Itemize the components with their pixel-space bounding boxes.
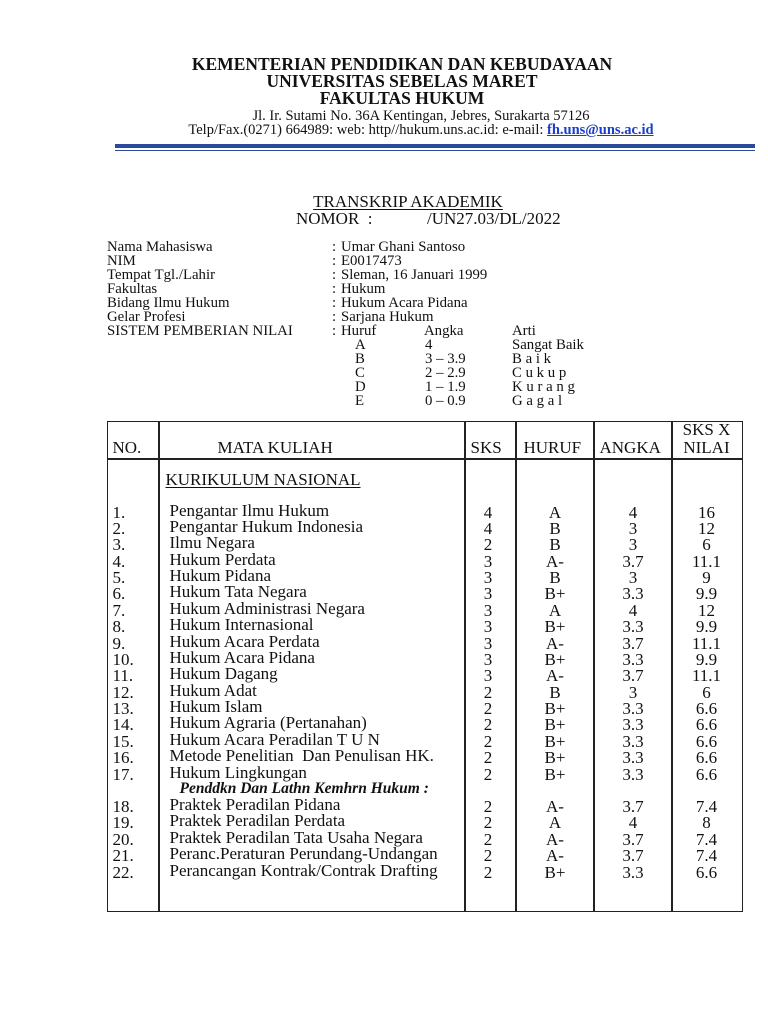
grading-letter: A [355,337,366,353]
course-credits: 2 [483,682,493,702]
course-weighted-score: 6 [702,535,711,555]
course-credits: 2 [483,731,493,751]
student-name-label: Nama Mahasiswa [107,239,213,255]
course-credits: 3 [483,600,493,620]
course-name: Hukum Agraria (Pertanahan) [169,713,367,733]
info-row-faculty [107,282,627,296]
birth-value: Sleman, 16 Januari 1999 [341,267,488,283]
course-credits: 2 [483,813,493,832]
course-letter-grade: B+ [544,649,566,669]
grading-scale-row [107,366,627,380]
course-weighted-score: 6.6 [695,699,718,718]
letterhead-rule-thin [115,150,755,151]
course-credits: 3 [483,666,493,686]
header-credits: SKS [470,437,502,457]
course-name: Pengantar Hukum Indonesia [169,516,364,536]
grading-meaning-header: Arti [512,323,536,339]
address-line: Jl. Ir. Sutami No. 36A Kentingan, Jebres, Surakarta 57126 [252,108,590,124]
course-name: Hukum Internasional [169,615,314,635]
letterhead-rule-thick [115,144,755,148]
course-letter-grade: A- [546,829,564,849]
course-name: Hukum Acara Perdata [169,631,320,651]
document-title-text: TRANSKRIP AKADEMIK [313,192,503,211]
course-letter-grade: B [549,535,561,555]
course-letter-grade: B [549,568,561,587]
faculty-label: Fakultas [107,281,158,297]
course-weighted-score: 9.9 [695,617,718,637]
course-letter-grade: B+ [544,715,566,735]
document-title [54,193,768,211]
course-number: 16. [112,748,134,768]
course-number: 2. [112,518,126,538]
course-credits: 4 [483,518,493,538]
course-weighted-score: 6.6 [695,731,718,751]
info-row-nim [107,254,627,268]
course-grade-points: 3.3 [622,715,644,735]
header-letter-grade: HURUF [523,437,582,457]
header-divider [108,458,742,460]
course-letter-grade: B+ [544,862,566,882]
document-number-value: /UN27.03/DL/2022 [427,209,561,228]
course-grade-points: 4 [628,813,638,832]
course-number: 22. [112,862,134,882]
grading-meaning: B a i k [512,351,552,367]
header-no: NO. [112,437,142,457]
birth-label: Tempat Tgl./Lahir [107,267,215,283]
grading-meaning: K u r a n g [512,379,575,395]
course-weighted-score: 16 [698,502,715,522]
contact-text: Telp/Fax.(0271) 664989: web: http//hukum.uns.ac.id: e-mail: [188,122,548,138]
course-letter-grade: A [548,813,562,832]
course-credits: 2 [483,829,493,849]
email-link[interactable]: fh.uns@uns.ac.id [547,122,654,138]
student-name-value: Umar Ghani Santoso [341,239,466,255]
course-name: Ilmu Negara [169,533,255,553]
grading-letter-header: Huruf [341,323,377,339]
course-credits: 2 [483,846,493,865]
course-weighted-score: 9.9 [695,584,718,604]
header-grade-points: ANGKA [599,437,661,457]
contact-line [74,123,768,137]
course-number: 1. [112,502,126,522]
course-credits: 3 [483,551,493,571]
field-of-study-label: Bidang Ilmu Hukum [107,295,230,311]
field-separator: : [332,323,337,339]
course-name: Praktek Peradilan Pidana [169,794,341,814]
table-row [108,860,741,882]
course-weighted-score: 12 [698,600,715,620]
course-number: 7. [112,600,126,620]
course-name: Perancangan Kontrak/Contrak Drafting [169,860,438,880]
course-credits: 2 [483,715,493,735]
grading-range: 1 – 1.9 [425,379,466,395]
course-weighted-score: 9 [702,568,711,587]
course-credits: 2 [483,748,493,768]
field-separator: : [332,253,337,269]
course-name: Hukum Tata Negara [169,582,307,602]
course-number: 3. [112,535,126,555]
course-weighted-score: 7.4 [695,829,718,849]
course-credits: 3 [483,617,493,637]
field-separator: : [332,309,337,325]
course-grade-points: 3.7 [622,633,644,653]
grading-letter: E [355,393,365,409]
grading-system-label: SISTEM PEMBERIAN NILAI [107,323,293,339]
grading-letter: B [355,351,365,367]
section-heading: KURIKULUM NASIONAL [165,469,361,489]
course-credits: 2 [483,796,493,816]
course-credits: 2 [483,764,493,784]
course-grade-points: 3 [628,568,638,587]
course-letter-grade: A- [546,846,564,865]
course-weighted-score: 12 [698,518,715,538]
field-separator: : [332,295,337,311]
course-grade-points: 3.7 [622,829,644,849]
course-number: 9. [112,633,126,653]
course-number: 21. [112,846,134,865]
header-weighted-line1: SKS X [682,419,731,439]
course-letter-grade: B [549,682,561,702]
course-name: Metode Penelitian Dan Penulisan HK. [169,746,434,766]
university-name: UNIVERSITAS SEBELAS MARET [266,71,538,91]
course-weighted-score: 8 [702,813,711,832]
grading-range: 2 – 2.9 [425,365,466,381]
course-letter-grade: B+ [544,617,566,637]
header-weighted-line2: NILAI [683,437,730,457]
transcript-table [107,421,743,912]
course-letter-grade: A [548,502,562,522]
course-credits: 3 [483,584,493,604]
course-name: Praktek Peradilan Perdata [169,811,346,830]
course-number: 19. [112,813,134,832]
header-course: MATA KULIAH [217,437,333,457]
faculty-value: Hukum [341,281,386,297]
course-credits: 3 [483,633,493,653]
course-credits: 3 [483,649,493,669]
course-number: 14. [112,715,134,735]
course-letter-grade: A- [546,551,564,571]
course-letter-grade: B [549,518,561,538]
course-letter-grade: B+ [544,731,566,751]
info-row-student-name [107,240,627,254]
grading-range-header: Angka [424,323,464,339]
student-info [107,240,627,408]
course-grade-points: 3.3 [622,584,644,604]
course-credits: 2 [483,862,493,882]
course-credits: 2 [483,535,493,555]
course-grade-points: 3.7 [622,846,644,865]
course-name: Hukum Pidana [169,566,272,585]
course-number: 11. [112,666,134,686]
field-separator: : [332,239,337,255]
course-grade-points: 3.7 [622,796,644,816]
course-weighted-score: 7.4 [695,796,718,816]
course-grade-points: 3.3 [622,649,644,669]
course-number: 13. [112,699,134,718]
course-credits: 2 [483,699,493,718]
course-name: Hukum Dagang [169,664,278,684]
course-name: Praktek Peradilan Tata Usaha Negara [169,827,423,847]
course-number: 20. [112,829,134,849]
course-name: Hukum Perdata [169,549,276,569]
course-letter-grade: B+ [544,699,566,718]
grading-letter: C [355,365,365,381]
course-letter-grade: A- [546,796,564,816]
course-name: Hukum Lingkungan [169,762,307,782]
course-weighted-score: 7.4 [695,846,718,865]
nim-value: E0017473 [341,253,402,269]
course-weighted-score: 6.6 [695,715,718,735]
course-credits: 4 [483,502,493,522]
course-name: Hukum Islam [169,697,263,716]
course-grade-points: 3.3 [622,731,644,751]
course-grade-points: 3 [628,535,638,555]
course-grade-points: 4 [628,502,638,522]
course-name: Pengantar Ilmu Hukum [169,500,330,520]
course-number: 10. [112,649,134,669]
course-name: Hukum Acara Peradilan T U N [169,729,380,749]
grading-range: 3 – 3.9 [425,351,466,367]
course-grade-points: 3.7 [622,551,644,571]
grading-scale-row [107,352,627,366]
course-number: 4. [112,551,126,571]
field-separator: : [332,267,337,283]
course-grade-points: 4 [628,600,638,620]
degree-value: Sarjana Hukum [341,309,434,325]
field-separator: : [332,281,337,297]
course-weighted-score: 6.6 [695,764,718,784]
course-grade-points: 3.3 [622,748,644,768]
course-number: 5. [112,568,126,587]
course-grade-points: 3.3 [622,699,644,718]
section-heading: Penddkn Dan Lathn Kemhrn Hukum : [179,779,429,797]
course-number: 12. [112,682,134,702]
course-grade-points: 3 [628,518,638,538]
grading-system-header [107,324,627,338]
course-letter-grade: B+ [544,764,566,784]
course-credits: 3 [483,568,493,587]
grading-scale-row [107,338,627,352]
course-letter-grade: A [548,600,562,620]
grading-meaning: G a g a l [512,393,563,409]
course-name: Hukum Adat [169,680,257,700]
nim-label: NIM [107,253,136,269]
field-of-study-value: Hukum Acara Pidana [341,295,468,311]
course-grade-points: 3.3 [622,764,644,784]
course-number: 18. [112,796,134,816]
course-number: 15. [112,731,134,751]
ministry-name: KEMENTERIAN PENDIDIKAN DAN KEBUDAYAAN [191,54,613,74]
course-grade-points: 3.3 [622,862,644,882]
degree-label: Gelar Profesi [107,309,186,325]
faculty-name: FAKULTAS HUKUM [319,88,485,108]
course-letter-grade: B+ [544,748,566,768]
course-grade-points: 3.7 [622,666,644,686]
grading-letter: D [355,379,366,395]
course-weighted-score: 11.1 [691,551,722,571]
course-weighted-score: 11.1 [691,666,722,686]
grading-scale-row [107,394,627,408]
course-grade-points: 3 [628,682,638,702]
course-grade-points: 3.3 [622,617,644,637]
course-number: 17. [112,764,134,784]
document-number-label: NOMOR : [296,209,373,228]
course-name: Hukum Administrasi Negara [169,598,365,618]
course-number: 6. [112,584,126,604]
info-row-field-of-study [107,296,627,310]
course-weighted-score: 11.1 [691,633,722,653]
info-row-degree [107,310,627,324]
course-letter-grade: A- [546,633,564,653]
course-weighted-score: 6 [702,682,711,702]
letterhead-institution [36,56,768,107]
grading-scale-row [107,380,627,394]
course-letter-grade: B+ [544,584,566,604]
grading-range: 4 [425,337,433,353]
course-name: Peranc.Peraturan Perundang-Undangan [169,844,438,863]
course-weighted-score: 9.9 [695,649,718,669]
info-row-birth [107,268,627,282]
course-letter-grade: A- [546,666,564,686]
grading-meaning: Sangat Baik [512,337,584,353]
course-name: Hukum Acara Pidana [169,647,315,667]
letterhead-contact [74,109,768,137]
grading-meaning: C u k u p [512,365,567,381]
course-weighted-score: 6.6 [695,748,718,768]
course-weighted-score: 6.6 [695,862,718,882]
grading-range: 0 – 0.9 [425,393,466,409]
course-number: 8. [112,617,126,637]
